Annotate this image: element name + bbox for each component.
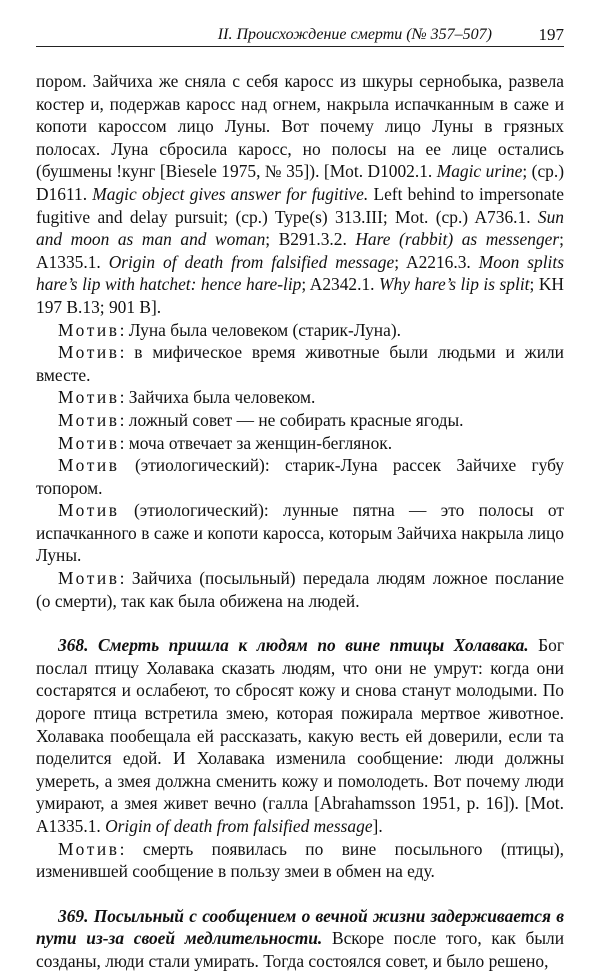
running-header <box>36 24 564 47</box>
entry-369-heading: 369. Посыльный с сообщением о вечной жизни задерживается в пути из-за своей медлительности. <box>36 905 564 949</box>
motif-line: Мотив: в мифическое время животные были людьми и жили вместе. <box>36 342 564 385</box>
running-title: II. Происхождение смерти (№ 357–507) <box>217 26 492 43</box>
entry-368-heading: 368. Смерть пришла к людям по вине птицы Холавака. <box>58 635 529 656</box>
motif-line: Мотив: Зайчиха была человеком. <box>58 387 316 408</box>
motif-line: Мотив: ложный совет — не собирать красные ягоды. <box>58 409 464 430</box>
motif-line: Мотив (этиологический): старик-Луна рассек Зайчихе губу топором. <box>36 455 564 498</box>
motif-line: Мотив: Луна была человеком (старик-Луна). <box>58 319 401 340</box>
motif-line: Мотив (этиологический): лунные пятна — это полосы от испачканного в саже и копоти каросса, которым Зайчиха накрыла лицо Луны. <box>36 500 564 566</box>
entry-367-continuation: пором. Зайчиха же сняла с себя каросс из шкуры сернобыка, развела костер и, подержав каросс над огнем, накрыла испачканным в саже и копоти кароссом лицо Луны. Вот почему лицо Луны в грязных полосах. Луна сбросила каросс, но полосы на ее лице остались (бушмены !кунг [Biesele 1975, № 35]). [Mot. D1002.1. Magic urine; (ср.) D1611. Magic object gives answer for fugitive. Left behind to impersonate fugitive and delay pursuit; (ср.) Type(s) 313.III; Mot. (ср.) A736.1. Sun and moon as man and woman; B291.3.2. Hare (rabbit) as messenger; A1335.1. Origin of death from falsified message; A2216.3. Moon splits hare’s lip with hatchet: hence hare-lip; A2342.1. Why hare’s lip is split; KH 197 B.13; 901 B]. <box>36 71 565 317</box>
motif-line: Мотив: смерть появилась по вине посыльного (птицы), изменившей сообщение в пользу змеи в обмен на еду. <box>36 838 564 882</box>
entry-369: 369. Посыльный с сообщением о вечной жизни задерживается в пути из-за своей медлительности. Вскоре после того, как были созданы, люди стали умирать. Тогда состоялся совет, и было решено, <box>36 905 564 971</box>
page-number: 197 <box>538 25 564 44</box>
motif-line: Мотив: Зайчиха (посыльный) передала людям ложное послание (о смерти), так как была обижена на людей. <box>36 568 564 611</box>
entry-368: 368. Смерть пришла к людям по вине птицы Холавака. Бог послал птицу Холавака сказать людям, что они не умрут: когда они состарятся и ослабеют, то сбросят кожу и снова станут молодыми. По дороге птица встретила змею, которая пожирала мертвое животное. Холавака пообещала ей рассказать, какую весть ей доверили, если та поделится едой. И Холавака изменила сообщение: люди должны умереть, а змея должна сменить кожу и помолодеть. Вот почему люди умирают, а змея живет вечно (галла [Abrahamsson 1951, p. 16]). [Mot. A1335.1. Origin of death from falsified message]. <box>36 635 564 836</box>
motif-line: Мотив: моча отвечает за женщин-беглянок. <box>58 432 393 453</box>
page-body <box>36 70 564 973</box>
